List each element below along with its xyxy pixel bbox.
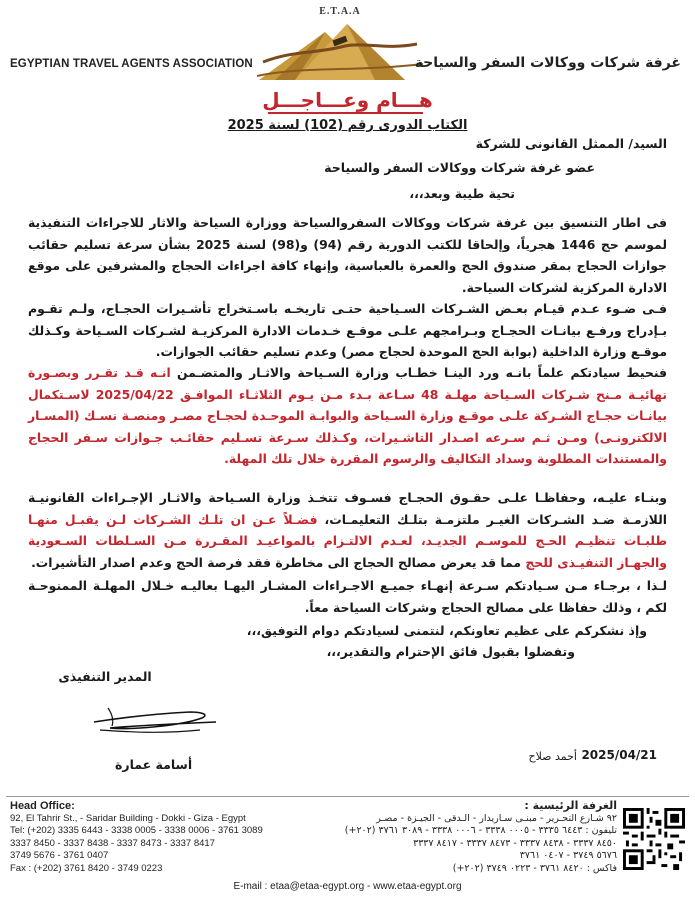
address-ar: ٩٢ شـارع التحـرير - مبنـى سـاريدار - الـدقى - الجيـزة - مصـر — [376, 812, 617, 824]
paragraph-4-tail: مما قد يعرض مصالح الحجاج الى مخاطرة فقد فرصة الحج وعدم اصدار التأشيرات. — [31, 554, 526, 570]
addressee-line-1: السيد/ الممثل القانونى للشركة — [475, 136, 667, 151]
paragraph-1: فى اطار التنسيق بين غرفة شركات ووكالات السفروالسياحة ووزارة السياحة والاثار للاجراءات التنفيذية لموسم حج 1446 هجرياً، وإلحاقا للكتب الدورية رقم (94) و(98) لسنة 2025 بشأن سرعة تسليم حقائب جوازات الحجاج بمقر صندوق الحج والعمرة بالعباسية، وإنهاء كافة اجراءات الحجاج والمشرفين على موقع الادارة المركزية لشركات السياحة. — [28, 215, 668, 295]
thanks-line: وإذ نشكركم على عظيم تعاونكم، لنتمنى لسيادتكم دوام التوفيق،،، — [246, 623, 647, 638]
logo-abbreviation: E.T.A.A — [319, 6, 361, 17]
footer-contact[interactable]: E-mail : etaa@etaa-egypt.org - www.etaa-egypt.org — [233, 881, 462, 892]
phone-line-ar-2: ٨٤٥٠ ٣٣٣٧ - ٨٤٣٨ ٣٣٣٧ - ٨٤٧٣ ٣٣٣٧ - ٨٤١٧ ٣٣٣٧ — [413, 837, 617, 849]
circular-number: الكتاب الدورى رقم (102) لسنة 2025 — [227, 118, 468, 133]
phone-line-2: 3337 8450 - 3337 8438 - 3337 8473 - 3337 8417 — [10, 837, 215, 849]
director-name: أسامة عمارة — [115, 757, 193, 772]
paragraph-2: فـى ضـوء عـدم قيـام بعـض الشـركات السـياحية حتـى تاريخـه باسـتخراج تأشـيرات الحجـاج، ولـم تقـوم بـإدراج ورفـع بيانـات الحجـاج وبـرامجهم علـى موقـع خـدمات الادارة المركزيـة لشـركات السـياحة وكـذلك موقـع وزارة الداخلية (بوابة الحج الموحدة لحجاج مصر) وعدم تسليم حقائب الجوازات. — [28, 301, 667, 359]
qr-code-icon[interactable] — [623, 808, 685, 870]
director-title: المدير التنفيذى — [58, 669, 152, 684]
paragraph-3-intro: فنحيط سيادتكم علماً بانـه ورد الينـا خطـاب وزارة السـياحة والاثـار والمتضـمن — [170, 365, 667, 380]
greeting: تحية طيبة وبعد،،، — [409, 186, 515, 201]
footer-divider — [6, 796, 689, 797]
paragraph-4-highlight: فضـلاً عـن ان تلـك الشـركات لـن يقبـل منهـا طلبـات تنظيـم الحـج للموسـم الجديـد، لعـدم الالتـزام بالمواعيـد المقـررة مـن السـلطات السـعودية والجهـاز التنفيـذى للحج — [28, 511, 667, 570]
closing-line: وتفضلوا بقبول فائق الإحترام والتقدير،،، — [326, 644, 575, 659]
footer-english-address — [10, 800, 263, 875]
head-office-label-ar: الغرفة الرئيسية : — [524, 799, 617, 812]
paragraph-4 — [28, 487, 667, 573]
pyramid-logo-icon — [255, 10, 425, 88]
writer-name: أحمد صلاح — [528, 750, 577, 763]
paragraph-3-highlight: انـه قـد تقـرر وبصـورة نهائيـة مـنح شـركات السـياحة مهلـة 48 سـاعة بـدء مـن يـوم الثلاثـاء الموافـق 2025/04/22 لاسـتكمال بيانـات حجـاج الشـركة علـى موقـع وزارة السـياحة والبوابـة الموحـدة لحجـاج مصـر ومنصـة نسـك (المسـار الالكترونـى) ومـن ثـم سـرعه اصـدار التاشـيرات، وكـذلك سـرعة تسـليم حقائـب جـوازات سـفر الحجاج والمستندات المطلوبة وسداد التكاليف والرسوم المقررة خلال تلك المهلة. — [28, 365, 667, 466]
paragraph-5: لـذا ، برجـاء مـن سـيادتكم سـرعة إنهـاء جميـع الاجـراءات المشـار اليهـا بعاليـه خـلال المهلـة الممنوحـة لكم ، وذلك حفاظا على مصالح الحجاج وشركات السياحة معاً. — [28, 578, 667, 615]
phone-line-ar-3: ٥٦٧٦ ٣٧٤٩ - ٠٤٠٧ ٣٧٦١ — [519, 850, 617, 861]
association-name-ar: غرفة شركات ووكالات السفر والسياحة — [414, 55, 681, 71]
phone-line-1: Tel: (+202) 3335 6443 - 3338 0005 - 3338 0006 - 3761 3089 — [10, 825, 263, 836]
handwritten-signature-icon — [90, 700, 220, 745]
association-name-en: EGYPTIAN TRAVEL AGENTS ASSOCIATION — [10, 58, 253, 70]
footer-arabic-address — [317, 800, 617, 875]
head-office-label: Head Office: — [10, 800, 75, 812]
phone-line-ar-1: تليفون : ٦٤٤٣ ٣٣٣٥ - ٠٠٠٥ ٣٣٣٨ - ٠٠٠٦ ٣٣٣٨ - ٣٠٨٩ ٣٧٦١ (٢٠٢+) — [344, 825, 617, 836]
fax-line-ar: فاكس : ٨٤٢٠ ٣٧٦١ - ٠٢٢٣ ٣٧٤٩ (٢٠٢+) — [452, 862, 617, 874]
address-en: 92, El Tahrir St., - Saridar Building - Dokki - Giza - Egypt — [10, 812, 246, 824]
phone-line-3: 3749 5676 - 3761 0407 — [10, 850, 109, 861]
letter-date: 2025/04/21 — [581, 748, 657, 762]
addressee-line-2: عضو غرفة شركات ووكالات السفر والسياحة — [324, 160, 595, 175]
paragraph-4-intro: وبنـاء عليـه، وحفاظـا علـى حقـوق الحجـاج فسـوف تتخـذ وزارة السـياحة والاثـار الإجـراءات القانونيـة اللازمـة ضـد الشـركات الغيـر ملتزمـة بتلـك التعليمـات، — [28, 490, 667, 527]
urgent-heading: هـــام وعـــاجـــل — [262, 88, 433, 112]
paragraph-3 — [28, 362, 667, 470]
fax-line-en: Fax : (+202) 3761 8420 - 3749 0223 — [10, 862, 163, 874]
association-logo — [255, 6, 425, 88]
urgent-underline — [268, 112, 423, 114]
